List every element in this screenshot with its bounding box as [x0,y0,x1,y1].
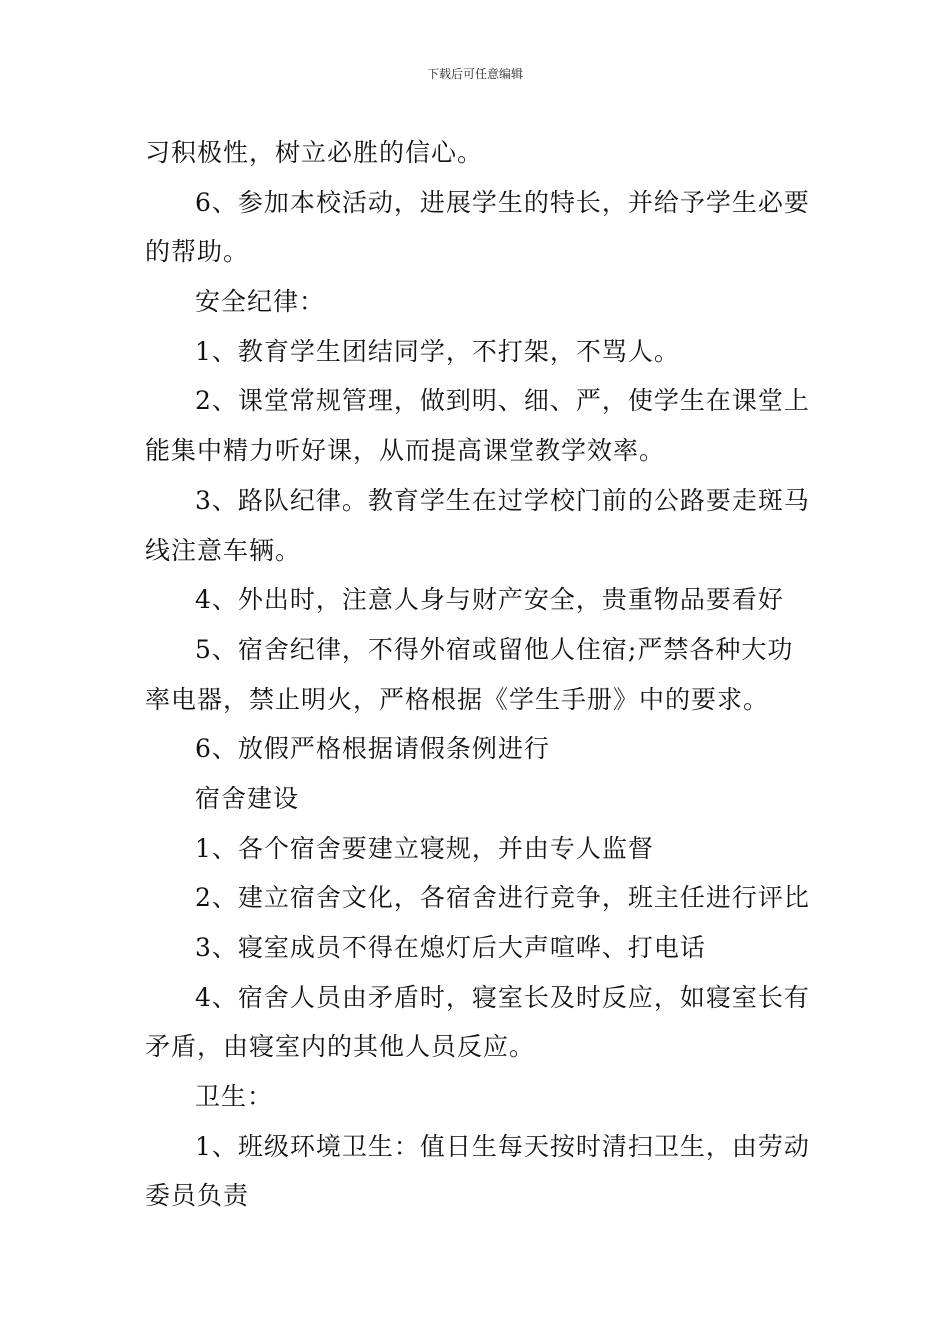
text-line: 线注意车辆。 [145,535,302,565]
text-line: 能集中精力听好课，从而提高课堂教学效率。 [145,436,666,466]
text-line: 2、课堂常规管理，做到明、细、严，使学生在课堂上 [195,386,810,416]
section-heading: 卫生： [195,1082,274,1112]
text-line: 3、寝室成员不得在熄灯后大声喧哗、打电话 [195,933,706,962]
text-line: 矛盾，由寝室内的其他人员反应。 [145,1032,536,1062]
text-line: 的帮助。 [145,237,250,267]
text-line: 5、宿舍纪律，不得外宿或留他人住宿;严禁各种大功 [195,634,794,664]
document-body [145,128,810,1221]
text-line: 6、放假严格根据请假条例进行 [195,734,550,764]
text-line: 4、宿舍人员由矛盾时，寝室长及时反应，如寝室长有 [195,982,810,1012]
text-line: 委员负责 [145,1181,250,1211]
section-heading: 宿舍建设 [195,783,300,813]
text-line: 率电器，禁止明火，严格根据《学生手册》中的要求。 [145,684,770,714]
text-line: 1、教育学生团结同学，不打架，不骂人。 [195,336,680,366]
text-line: 习积极性，树立必胜的信心。 [145,138,484,167]
text-line: 1、班级环境卫生：值日生每天按时清扫卫生，由劳动 [195,1131,810,1161]
text-line: 1、各个宿舍要建立寝规，并由专人监督 [195,833,654,863]
section-heading: 安全纪律： [195,287,326,317]
text-line: 6、参加本校活动，进展学生的特长，并给予学生必要 [195,187,810,217]
text-line: 2、建立宿舍文化，各宿舍进行竞争，班主任进行评比 [195,883,810,913]
text-line: 3、路队纪律。教育学生在过学校门前的公路要走斑马 [195,485,810,515]
page-header: 下载后可任意编辑 [426,67,523,81]
text-line: 4、外出时，注意人身与财产安全，贵重物品要看好 [195,585,784,615]
